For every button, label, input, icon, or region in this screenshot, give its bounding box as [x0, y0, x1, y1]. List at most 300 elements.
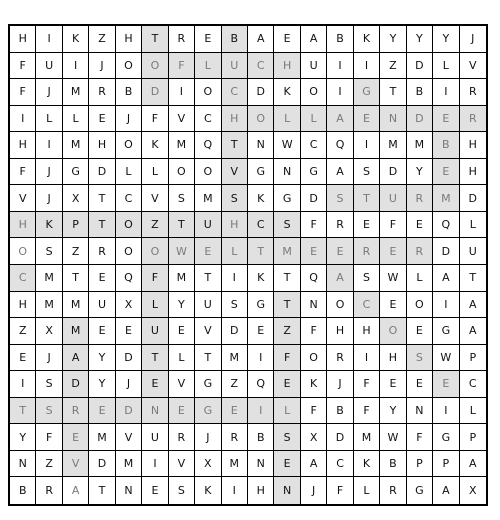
grid-cell[interactable]: R [36, 477, 62, 504]
grid-cell[interactable]: B [327, 26, 353, 53]
grid-cell[interactable]: T [195, 345, 221, 372]
grid-cell[interactable]: A [327, 159, 353, 186]
grid-cell[interactable]: U [460, 238, 486, 265]
grid-cell[interactable]: A [460, 292, 486, 319]
grid-cell[interactable]: B [407, 79, 433, 106]
grid-cell[interactable]: P [407, 451, 433, 478]
grid-cell[interactable]: K [195, 477, 221, 504]
grid-cell[interactable]: Y [407, 159, 433, 186]
grid-cell[interactable]: M [433, 185, 459, 212]
grid-cell[interactable]: G [274, 185, 300, 212]
grid-cell[interactable]: X [460, 477, 486, 504]
grid-cell[interactable]: D [460, 185, 486, 212]
grid-cell[interactable]: W [380, 265, 406, 292]
grid-cell[interactable]: U [301, 53, 327, 80]
grid-cell[interactable]: G [195, 371, 221, 398]
grid-cell[interactable]: E [433, 159, 459, 186]
grid-cell[interactable]: V [116, 424, 142, 451]
grid-cell[interactable]: C [248, 53, 274, 80]
grid-cell[interactable]: P [63, 212, 89, 239]
grid-cell[interactable]: C [10, 265, 36, 292]
grid-cell[interactable]: M [195, 185, 221, 212]
grid-cell[interactable]: Y [380, 26, 406, 53]
grid-cell[interactable]: N [142, 398, 168, 425]
grid-cell[interactable]: M [63, 132, 89, 159]
grid-cell[interactable]: P [460, 424, 486, 451]
grid-cell[interactable]: O [380, 318, 406, 345]
grid-cell[interactable]: G [248, 159, 274, 186]
grid-cell[interactable]: U [195, 212, 221, 239]
grid-cell[interactable]: Q [327, 132, 353, 159]
grid-cell[interactable]: X [301, 424, 327, 451]
grid-cell[interactable]: E [89, 265, 115, 292]
grid-cell[interactable]: L [407, 265, 433, 292]
grid-cell[interactable]: A [327, 106, 353, 133]
grid-cell[interactable]: I [354, 53, 380, 80]
grid-cell[interactable]: S [274, 424, 300, 451]
grid-cell[interactable]: E [354, 212, 380, 239]
grid-cell[interactable]: J [89, 53, 115, 80]
grid-cell[interactable]: R [460, 79, 486, 106]
grid-cell[interactable]: E [327, 238, 353, 265]
grid-cell[interactable]: O [195, 79, 221, 106]
grid-cell[interactable]: E [10, 345, 36, 372]
grid-cell[interactable]: Z [63, 238, 89, 265]
grid-cell[interactable]: T [142, 345, 168, 372]
grid-cell[interactable]: E [380, 371, 406, 398]
grid-cell[interactable]: L [63, 106, 89, 133]
grid-cell[interactable]: J [36, 345, 62, 372]
grid-cell[interactable]: L [460, 212, 486, 239]
grid-cell[interactable]: M [354, 424, 380, 451]
grid-cell[interactable]: H [10, 132, 36, 159]
grid-cell[interactable]: T [169, 212, 195, 239]
grid-cell[interactable]: K [354, 451, 380, 478]
grid-cell[interactable]: R [460, 106, 486, 133]
grid-cell[interactable]: F [36, 424, 62, 451]
grid-cell[interactable]: A [63, 345, 89, 372]
grid-cell[interactable]: V [10, 185, 36, 212]
grid-cell[interactable]: N [116, 477, 142, 504]
grid-cell[interactable]: T [460, 265, 486, 292]
grid-cell[interactable]: G [195, 398, 221, 425]
grid-cell[interactable]: E [63, 424, 89, 451]
grid-cell[interactable]: S [327, 185, 353, 212]
grid-cell[interactable]: U [142, 318, 168, 345]
grid-cell[interactable]: L [116, 159, 142, 186]
grid-cell[interactable]: Q [301, 265, 327, 292]
grid-cell[interactable]: M [89, 424, 115, 451]
grid-cell[interactable]: S [36, 371, 62, 398]
grid-cell[interactable]: I [327, 79, 353, 106]
grid-cell[interactable]: L [354, 477, 380, 504]
grid-cell[interactable]: M [407, 132, 433, 159]
grid-cell[interactable]: E [433, 371, 459, 398]
grid-cell[interactable]: J [36, 185, 62, 212]
grid-cell[interactable]: H [222, 212, 248, 239]
grid-cell[interactable]: S [36, 238, 62, 265]
grid-cell[interactable]: M [380, 132, 406, 159]
grid-cell[interactable]: L [222, 238, 248, 265]
grid-cell[interactable]: E [274, 451, 300, 478]
grid-cell[interactable]: T [222, 132, 248, 159]
grid-cell[interactable]: L [433, 53, 459, 80]
grid-cell[interactable]: H [274, 53, 300, 80]
grid-cell[interactable]: R [327, 345, 353, 372]
grid-cell[interactable]: F [274, 345, 300, 372]
grid-cell[interactable]: X [36, 318, 62, 345]
grid-cell[interactable]: U [222, 53, 248, 80]
grid-cell[interactable]: A [248, 26, 274, 53]
grid-cell[interactable]: E [407, 212, 433, 239]
grid-cell[interactable]: B [116, 79, 142, 106]
grid-cell[interactable]: V [169, 106, 195, 133]
grid-cell[interactable]: D [248, 79, 274, 106]
grid-cell[interactable]: Z [36, 451, 62, 478]
grid-cell[interactable]: D [327, 424, 353, 451]
grid-cell[interactable]: L [301, 106, 327, 133]
grid-cell[interactable]: Z [89, 26, 115, 53]
grid-cell[interactable]: P [460, 345, 486, 372]
grid-cell[interactable]: K [354, 26, 380, 53]
grid-cell[interactable]: Z [142, 212, 168, 239]
grid-cell[interactable]: Q [248, 371, 274, 398]
grid-cell[interactable]: B [222, 26, 248, 53]
grid-cell[interactable]: X [116, 292, 142, 319]
grid-cell[interactable]: F [407, 424, 433, 451]
grid-cell[interactable]: Y [169, 292, 195, 319]
grid-cell[interactable]: R [89, 79, 115, 106]
grid-cell[interactable]: F [380, 212, 406, 239]
grid-cell[interactable]: I [169, 79, 195, 106]
grid-cell[interactable]: V [222, 159, 248, 186]
grid-cell[interactable]: R [169, 424, 195, 451]
grid-cell[interactable]: C [354, 292, 380, 319]
grid-cell[interactable]: D [142, 79, 168, 106]
grid-cell[interactable]: O [195, 159, 221, 186]
grid-cell[interactable]: A [460, 451, 486, 478]
grid-cell[interactable]: X [63, 185, 89, 212]
grid-cell[interactable]: M [63, 79, 89, 106]
grid-cell[interactable]: E [222, 398, 248, 425]
grid-cell[interactable]: H [10, 26, 36, 53]
grid-cell[interactable]: J [116, 106, 142, 133]
grid-cell[interactable]: T [274, 292, 300, 319]
grid-cell[interactable]: H [222, 106, 248, 133]
grid-cell[interactable]: H [10, 292, 36, 319]
grid-cell[interactable]: C [327, 451, 353, 478]
grid-cell[interactable]: A [63, 477, 89, 504]
grid-cell[interactable]: S [222, 185, 248, 212]
grid-cell[interactable]: Y [10, 424, 36, 451]
grid-cell[interactable]: H [10, 212, 36, 239]
grid-cell[interactable]: F [327, 477, 353, 504]
grid-cell[interactable]: S [354, 159, 380, 186]
grid-cell[interactable]: G [433, 318, 459, 345]
grid-cell[interactable]: I [354, 345, 380, 372]
grid-cell[interactable]: E [169, 318, 195, 345]
grid-cell[interactable]: E [354, 106, 380, 133]
grid-cell[interactable]: O [142, 53, 168, 80]
grid-cell[interactable]: R [89, 238, 115, 265]
grid-cell[interactable]: I [248, 398, 274, 425]
grid-cell[interactable]: R [327, 212, 353, 239]
grid-cell[interactable]: Y [89, 345, 115, 372]
grid-cell[interactable]: I [10, 106, 36, 133]
grid-cell[interactable]: F [354, 371, 380, 398]
grid-cell[interactable]: I [142, 451, 168, 478]
grid-cell[interactable]: I [222, 265, 248, 292]
grid-cell[interactable]: G [248, 292, 274, 319]
grid-cell[interactable]: S [407, 345, 433, 372]
grid-cell[interactable]: P [433, 451, 459, 478]
grid-cell[interactable]: Q [116, 265, 142, 292]
grid-cell[interactable]: T [89, 477, 115, 504]
grid-cell[interactable]: R [169, 26, 195, 53]
grid-cell[interactable]: L [195, 53, 221, 80]
grid-cell[interactable]: H [460, 132, 486, 159]
grid-cell[interactable]: E [89, 398, 115, 425]
grid-cell[interactable]: T [10, 398, 36, 425]
grid-cell[interactable]: T [63, 265, 89, 292]
grid-cell[interactable]: R [63, 398, 89, 425]
grid-cell[interactable]: V [169, 371, 195, 398]
grid-cell[interactable]: E [248, 318, 274, 345]
grid-cell[interactable]: I [433, 292, 459, 319]
grid-cell[interactable]: Y [407, 26, 433, 53]
grid-cell[interactable]: M [222, 451, 248, 478]
grid-cell[interactable]: O [248, 106, 274, 133]
grid-cell[interactable]: I [36, 26, 62, 53]
grid-cell[interactable]: J [327, 371, 353, 398]
grid-cell[interactable]: M [63, 292, 89, 319]
grid-cell[interactable]: L [169, 345, 195, 372]
grid-cell[interactable]: J [36, 159, 62, 186]
grid-cell[interactable]: M [274, 238, 300, 265]
grid-cell[interactable]: U [380, 185, 406, 212]
grid-cell[interactable]: Z [222, 371, 248, 398]
grid-cell[interactable]: B [248, 424, 274, 451]
grid-cell[interactable]: G [63, 159, 89, 186]
grid-cell[interactable]: L [36, 106, 62, 133]
grid-cell[interactable]: F [301, 212, 327, 239]
grid-cell[interactable]: E [169, 398, 195, 425]
grid-cell[interactable]: R [407, 185, 433, 212]
grid-cell[interactable]: D [222, 318, 248, 345]
grid-cell[interactable]: K [274, 79, 300, 106]
grid-cell[interactable]: L [274, 106, 300, 133]
grid-cell[interactable]: M [63, 318, 89, 345]
grid-cell[interactable]: K [142, 132, 168, 159]
grid-cell[interactable]: B [433, 132, 459, 159]
grid-cell[interactable]: D [407, 53, 433, 80]
grid-cell[interactable]: A [433, 477, 459, 504]
grid-cell[interactable]: G [301, 159, 327, 186]
grid-cell[interactable]: T [89, 212, 115, 239]
grid-cell[interactable]: T [89, 185, 115, 212]
grid-cell[interactable]: O [116, 53, 142, 80]
grid-cell[interactable]: I [433, 398, 459, 425]
grid-cell[interactable]: J [116, 371, 142, 398]
grid-cell[interactable]: G [407, 477, 433, 504]
grid-cell[interactable]: J [460, 26, 486, 53]
grid-cell[interactable]: K [248, 265, 274, 292]
grid-cell[interactable]: I [248, 345, 274, 372]
grid-cell[interactable]: S [354, 265, 380, 292]
grid-cell[interactable]: F [301, 318, 327, 345]
grid-cell[interactable]: C [248, 212, 274, 239]
grid-cell[interactable]: N [407, 398, 433, 425]
grid-cell[interactable]: V [169, 451, 195, 478]
grid-cell[interactable]: Z [380, 53, 406, 80]
grid-cell[interactable]: M [169, 132, 195, 159]
grid-cell[interactable]: N [248, 132, 274, 159]
grid-cell[interactable]: H [248, 477, 274, 504]
grid-cell[interactable]: Y [433, 26, 459, 53]
grid-cell[interactable]: U [89, 292, 115, 319]
grid-cell[interactable]: I [354, 132, 380, 159]
grid-cell[interactable]: L [142, 159, 168, 186]
grid-cell[interactable]: D [89, 159, 115, 186]
grid-cell[interactable]: F [10, 159, 36, 186]
grid-cell[interactable]: E [116, 318, 142, 345]
grid-cell[interactable]: N [248, 451, 274, 478]
grid-cell[interactable]: N [10, 451, 36, 478]
grid-cell[interactable]: M [36, 292, 62, 319]
grid-cell[interactable]: O [116, 132, 142, 159]
grid-cell[interactable]: A [327, 265, 353, 292]
grid-cell[interactable]: A [301, 451, 327, 478]
grid-cell[interactable]: K [248, 185, 274, 212]
grid-cell[interactable]: H [460, 159, 486, 186]
grid-cell[interactable]: Z [274, 318, 300, 345]
grid-cell[interactable]: N [274, 159, 300, 186]
grid-cell[interactable]: E [195, 238, 221, 265]
grid-cell[interactable]: O [301, 345, 327, 372]
grid-cell[interactable]: M [36, 265, 62, 292]
grid-cell[interactable]: C [301, 132, 327, 159]
grid-cell[interactable]: W [433, 345, 459, 372]
grid-cell[interactable]: F [10, 53, 36, 80]
grid-cell[interactable]: K [301, 371, 327, 398]
grid-cell[interactable]: O [169, 159, 195, 186]
grid-cell[interactable]: E [195, 26, 221, 53]
grid-cell[interactable]: D [380, 159, 406, 186]
grid-cell[interactable]: C [195, 106, 221, 133]
grid-cell[interactable]: D [433, 238, 459, 265]
grid-cell[interactable]: U [36, 53, 62, 80]
grid-cell[interactable]: O [301, 79, 327, 106]
grid-cell[interactable]: L [460, 398, 486, 425]
grid-cell[interactable]: M [116, 451, 142, 478]
grid-cell[interactable]: E [407, 371, 433, 398]
grid-cell[interactable]: E [89, 318, 115, 345]
grid-cell[interactable]: L [274, 398, 300, 425]
grid-cell[interactable]: A [433, 265, 459, 292]
grid-cell[interactable]: O [116, 212, 142, 239]
grid-cell[interactable]: Z [10, 318, 36, 345]
grid-cell[interactable]: U [195, 292, 221, 319]
grid-cell[interactable]: Y [380, 398, 406, 425]
grid-cell[interactable]: S [169, 477, 195, 504]
grid-cell[interactable]: J [36, 79, 62, 106]
grid-cell[interactable]: A [460, 318, 486, 345]
grid-cell[interactable]: D [116, 398, 142, 425]
grid-cell[interactable]: I [433, 79, 459, 106]
grid-cell[interactable]: I [222, 477, 248, 504]
grid-cell[interactable]: V [63, 451, 89, 478]
grid-cell[interactable]: Y [89, 371, 115, 398]
grid-cell[interactable]: M [222, 345, 248, 372]
grid-cell[interactable]: T [380, 79, 406, 106]
grid-cell[interactable]: J [301, 477, 327, 504]
grid-cell[interactable]: W [274, 132, 300, 159]
grid-cell[interactable]: H [89, 132, 115, 159]
grid-cell[interactable]: O [327, 292, 353, 319]
grid-cell[interactable]: O [116, 238, 142, 265]
grid-cell[interactable]: O [142, 238, 168, 265]
grid-cell[interactable]: G [433, 424, 459, 451]
grid-cell[interactable]: C [222, 79, 248, 106]
grid-cell[interactable]: S [169, 185, 195, 212]
grid-cell[interactable]: N [301, 292, 327, 319]
grid-cell[interactable]: X [195, 451, 221, 478]
grid-cell[interactable]: C [460, 371, 486, 398]
grid-cell[interactable]: F [169, 53, 195, 80]
grid-cell[interactable]: E [274, 371, 300, 398]
grid-cell[interactable]: E [380, 292, 406, 319]
grid-cell[interactable]: V [195, 318, 221, 345]
grid-cell[interactable]: R [222, 424, 248, 451]
grid-cell[interactable]: R [380, 477, 406, 504]
grid-cell[interactable]: B [327, 398, 353, 425]
grid-cell[interactable]: O [10, 238, 36, 265]
grid-cell[interactable]: W [169, 238, 195, 265]
grid-cell[interactable]: S [222, 292, 248, 319]
grid-cell[interactable]: H [380, 345, 406, 372]
grid-cell[interactable]: F [142, 106, 168, 133]
grid-cell[interactable]: E [380, 238, 406, 265]
grid-cell[interactable]: Q [195, 132, 221, 159]
grid-cell[interactable]: F [142, 265, 168, 292]
grid-cell[interactable]: V [460, 53, 486, 80]
grid-cell[interactable]: D [407, 106, 433, 133]
grid-cell[interactable]: E [89, 106, 115, 133]
grid-cell[interactable]: U [142, 424, 168, 451]
grid-cell[interactable]: S [36, 398, 62, 425]
grid-cell[interactable]: E [142, 477, 168, 504]
grid-cell[interactable]: N [274, 477, 300, 504]
grid-cell[interactable]: I [327, 53, 353, 80]
grid-cell[interactable]: D [89, 451, 115, 478]
grid-cell[interactable]: F [301, 398, 327, 425]
grid-cell[interactable]: K [36, 212, 62, 239]
grid-cell[interactable]: O [407, 292, 433, 319]
grid-cell[interactable]: E [433, 106, 459, 133]
grid-cell[interactable]: K [63, 26, 89, 53]
grid-cell[interactable]: F [354, 398, 380, 425]
grid-cell[interactable]: D [301, 185, 327, 212]
grid-cell[interactable]: T [354, 185, 380, 212]
grid-cell[interactable]: T [142, 26, 168, 53]
grid-cell[interactable]: J [195, 424, 221, 451]
grid-cell[interactable]: C [116, 185, 142, 212]
grid-cell[interactable]: W [380, 424, 406, 451]
grid-cell[interactable]: E [142, 371, 168, 398]
grid-cell[interactable]: Q [433, 212, 459, 239]
grid-cell[interactable]: R [407, 238, 433, 265]
grid-cell[interactable]: B [10, 477, 36, 504]
